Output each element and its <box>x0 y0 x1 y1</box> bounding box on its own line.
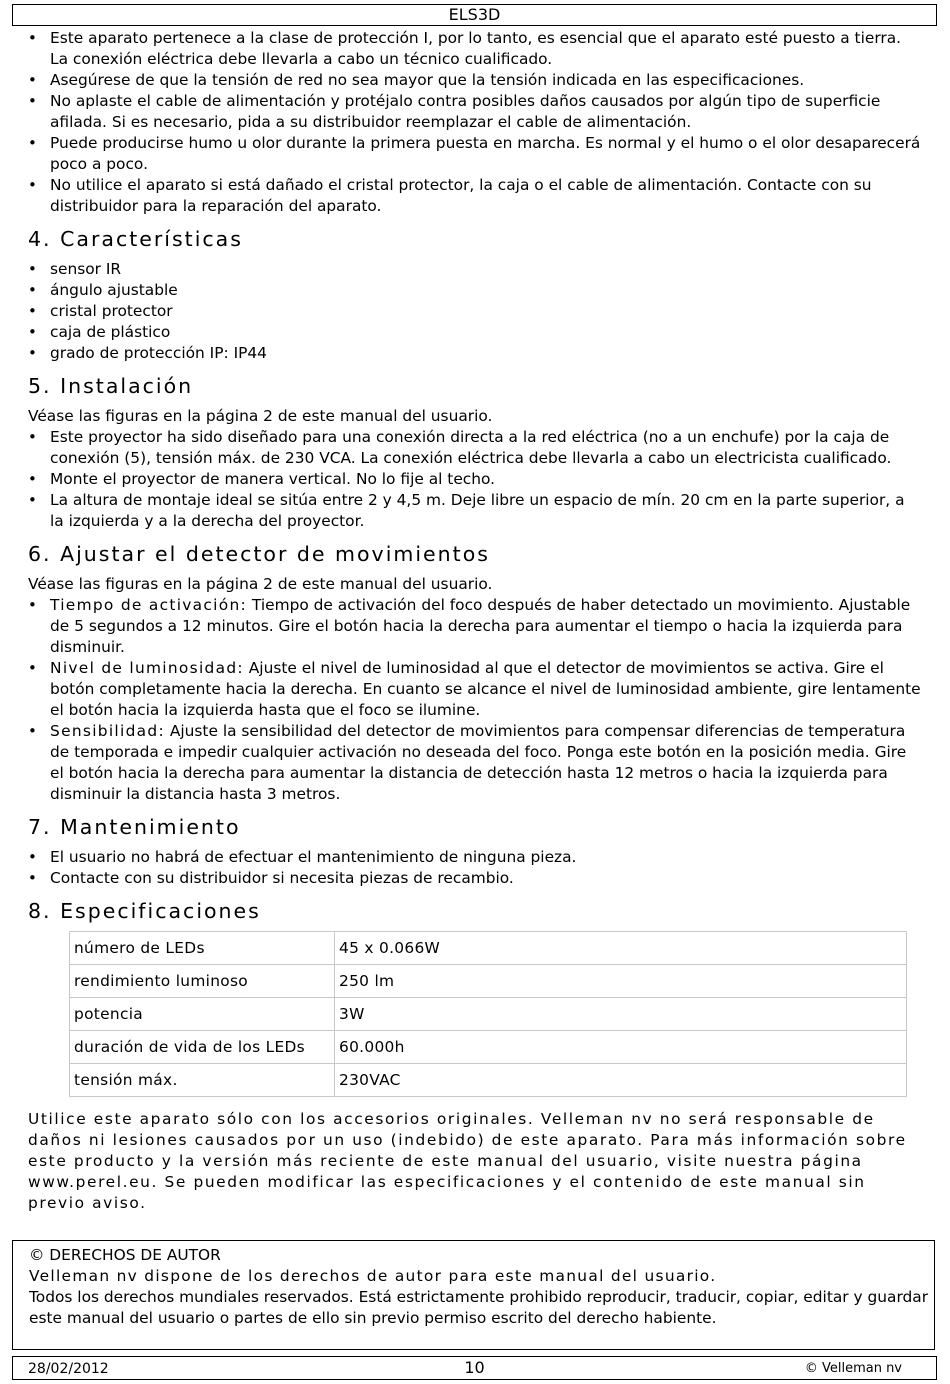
list-item: • No utilice el aparato si está dañado el cristal protector, la caja o el cable de alimentación. Contacte con su distribuidor para la reparación del aparato. <box>28 175 923 217</box>
list-item: • cristal protector <box>28 301 923 322</box>
table-row <box>70 1031 907 1064</box>
spec-value: 45 x 0.066W <box>335 932 907 965</box>
page-number: 10 <box>464 1358 485 1377</box>
list-item: • El usuario no habrá de efectuar el mantenimiento de ninguna pieza. <box>28 847 923 868</box>
page-content <box>28 28 923 1214</box>
document-header <box>12 4 937 26</box>
spec-value: 230VAC <box>335 1064 907 1097</box>
list-item: • caja de plástico <box>28 322 923 343</box>
model-title: ELS3D <box>448 5 501 24</box>
copyright-title: © DERECHOS DE AUTOR <box>29 1246 221 1264</box>
specs-table <box>69 931 907 1097</box>
table-row <box>70 932 907 965</box>
list-item: • Monte el proyector de manera vertical. No lo fije al techo. <box>28 469 923 490</box>
spec-key: potencia <box>70 998 335 1031</box>
item-term: Tiempo de activación: <box>50 596 248 614</box>
installation-list <box>28 427 923 532</box>
spec-value: 3W <box>335 998 907 1031</box>
list-item: • Puede producirse humo u olor durante la primera puesta en marcha. Es normal y el humo o el olor desaparecerá poco a poco. <box>28 133 923 175</box>
copyright-text: Todos los derechos mundiales reservados. Está estrictamente prohibido reproducir, traducir, copiar, editar y guardar este manual del usuario o partes de ello sin previo permiso escrito del derecho habiente. <box>29 1288 929 1327</box>
list-item: • Asegúrese de que la tensión de red no sea mayor que la tensión indicada en las especificaciones. <box>28 70 923 91</box>
section-heading-detector: 6. Ajustar el detector de movimientos <box>28 542 490 566</box>
spec-key: rendimiento luminoso <box>70 965 335 998</box>
item-term: Nivel de luminosidad: <box>50 659 244 677</box>
item-term: Sensibilidad: <box>50 722 165 740</box>
section-intro: Véase las figuras en la página 2 de este manual del usuario. <box>28 407 493 425</box>
list-item: • No aplaste el cable de alimentación y protéjalo contra posibles daños causados por algún tipo de superficie afilada. Si es necesario, pida a su distribuidor reemplazar el cable de alimentación. <box>28 91 923 133</box>
item-text: Ajuste la sensibilidad del detector de movimientos para compensar diferencias de temperatura de temporada e impedir cualquier activación no deseada del foco. Ponga este botón en la posición media. Gire el botón hacia la derecha para aumentar la distancia de detección hasta 12 metros o hacia la izquierda para disminuir la distancia hasta 3 metros. <box>50 722 907 803</box>
table-row <box>70 965 907 998</box>
section-heading-caracteristicas: 4. Características <box>28 227 243 251</box>
safety-list <box>28 28 923 217</box>
table-row <box>70 1064 907 1097</box>
maintenance-list <box>28 847 923 889</box>
list-item: • sensor IR <box>28 259 923 280</box>
list-item <box>28 595 923 658</box>
list-item <box>28 721 923 805</box>
closing-paragraph: Utilice este aparato sólo con los accesorios originales. Velleman nv no será responsable de daños ni lesiones causados por un uso (indebido) de este aparato. Para más información sobre este producto y la versión más reciente de este manual del usuario, visite nuestra página www.perel.eu. Se pueden modificar las especificaciones y el contenido de este manual sin previo aviso. <box>28 1110 907 1212</box>
list-item: • ángulo ajustable <box>28 280 923 301</box>
list-item: • grado de protección IP: IP44 <box>28 343 923 364</box>
table-row <box>70 998 907 1031</box>
list-item: • Este aparato pertenece a la clase de protección I, por lo tanto, es esencial que el aparato esté puesto a tierra. La conexión eléctrica debe llevarla a cabo un técnico cualificado. <box>28 28 923 70</box>
features-list <box>28 259 923 364</box>
list-item <box>28 658 923 721</box>
list-item: • Este proyector ha sido diseñado para una conexión directa a la red eléctrica (no a un enchufe) por la caja de conexión (5), tensión máx. de 230 VCA. La conexión eléctrica debe llevarla a cabo un electricista cualificado. <box>28 427 923 469</box>
section-heading-mantenimiento: 7. Mantenimiento <box>28 815 241 839</box>
list-item: • La altura de montaje ideal se sitúa entre 2 y 4,5 m. Deje libre un espacio de mín. 20 cm en la parte superior, a la izquierda y a la derecha del proyector. <box>28 490 923 532</box>
item-text: Tiempo de activación del foco después de haber detectado un movimiento. Ajustable de 5 segundos a 12 minutos. Gire el botón hacia la derecha para aumentar el tiempo o hacia la izquierda para disminuir. <box>50 596 911 656</box>
footer-copyright: © Velleman nv <box>804 1361 902 1376</box>
page-footer <box>12 1356 937 1380</box>
footer-date: 28/02/2012 <box>28 1361 109 1377</box>
spec-key: tensión máx. <box>70 1064 335 1097</box>
section-intro: Véase las figuras en la página 2 de este manual del usuario. <box>28 575 493 593</box>
item-text: Ajuste el nivel de luminosidad al que el detector de movimientos se activa. Gire el botón completamente hacia la derecha. En cuanto se alcance el nivel de luminosidad ambiente, gire lentamente el botón hacia la izquierda hasta que el foco se ilumine. <box>50 659 921 719</box>
spec-key: número de LEDs <box>70 932 335 965</box>
list-item: • Contacte con su distribuidor si necesita piezas de recambio. <box>28 868 923 889</box>
section-heading-instalacion: 5. Instalación <box>28 374 194 398</box>
spec-key: duración de vida de los LEDs <box>70 1031 335 1064</box>
copyright-box <box>12 1240 935 1350</box>
section-heading-especificaciones: 8. Especificaciones <box>28 899 261 923</box>
detector-list <box>28 595 923 805</box>
spec-value: 250 lm <box>335 965 907 998</box>
spec-value: 60.000h <box>335 1031 907 1064</box>
copyright-line: Velleman nv dispone de los derechos de autor para este manual del usuario. <box>29 1267 717 1285</box>
